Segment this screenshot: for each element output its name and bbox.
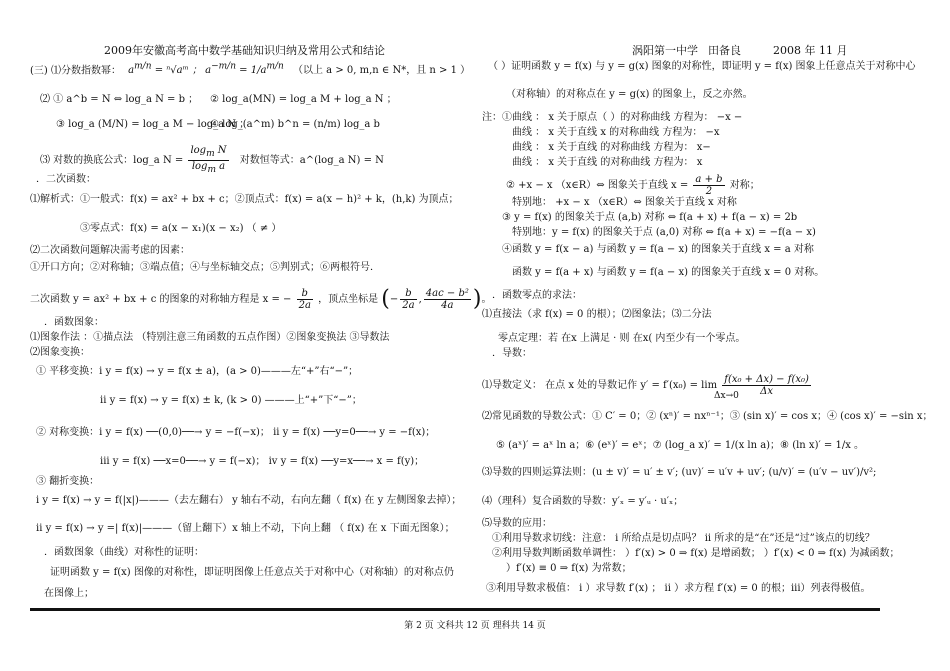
right-line-8: 特别地： +x − x （x∈R）⇔ 图象关于直线 x 对称 [512,197,737,208]
left-line-3b: ④ log_(a^m) b^n = (n/m) log_a b [210,119,380,130]
left-line-14: ① 平移变换：i y = f(x) → y = f(x ± a)，(a > 0)———左“+”右“−”； [36,366,359,377]
header-author: 田备良 [708,44,741,57]
text: （以上 a > 0, m,n ∈ N*，且 n > 1 ） [293,65,471,77]
left-line-2a: ⑵ ① a^b = N ⇔ log_a N = b ； [40,94,199,105]
text: 对数恒等式：a^(log_a N) = N [239,155,384,166]
left-line-23: 在图像上； [44,588,94,599]
text: ② +x − x （x∈R）⇔ 图象关于直线 x = [506,180,689,191]
right-line-16: ．导数： [492,348,532,359]
derivative-limit-fraction: $\frac{\text{f(x₀ + Δx) − f(x₀)}}{\Delta x}$ [724,374,809,397]
left-line-6: ⑴解析式：①一般式：f(x) = ax² + bx + c；②顶点式：f(x) = a(x − h)² + k，(h,k) 为顶点； [30,194,459,205]
right-line-23: ①利用导数求切线：注意： i 所给点是切点吗？ ii 所求的是“在”还是“过”该点的切线？ [492,533,875,544]
left-line-20: ii y = f(x) → y =| f(x)|———（留上翻下）x 轴上不动，下向上翻 （ f(x) 在 x 下面无图象）； [36,523,455,534]
right-line-10: 特别地：y = f(x) 的图象关于点 (a,0) 对称 ⇔ f(a + x) = −f(a − x) [512,227,816,238]
right-line-26: ③利用导数求极值： i ）求导数 f′(x) ； ii ）求方程 f′(x) = 0 的根；iii）列表得极值。 [486,583,871,594]
right-line-2: （对称轴）的对称点在 y = g(x) 的图象上，反之亦然。 [506,89,753,100]
text: 二次函数 y = ax² + bx + c 的图象的对称轴方程是 x = − [30,294,292,305]
right-line-4: 曲线 ： x 关于直线 x 的对称曲线 方程为： −x [512,127,720,138]
right-line-3: 注：①曲线 ： x 关于原点（ ）的对称曲线 方程为： −x − [482,112,743,123]
right-line-20: ⑶导数的四则运算法则：(u ± v)′ = u′ ± v′; (uv)′ = u′v + uv′; (u/v)′ = (u′v − uv′)/v²; [482,467,877,478]
left-line-18: ③ 翻折变换： [36,476,100,487]
right-line-15: 零点定理：若 在x 上满足 · 则 在x( 内至少有一个零点。 [498,333,746,344]
left-line-12: ⑴图象作法 ：①描点法 （特别注意三角函数的五点作图）②图象变换法 ③导数法 [30,332,390,343]
left-line-4 [40,145,384,176]
text: (三) ⑴分数指数幂： [30,65,121,77]
text: ⑶ 对数的换底公式：log_a N = [40,155,184,166]
page-title-left: 2009年安徽高考高中数学基础知识归纳及常用公式和结论 [104,44,385,57]
vertex-y-fraction: $\frac{\text{4ac − b²}}{4a}$ [425,288,469,311]
right-line-24: ②利用导数判断函数单调性： ）f′(x) > 0 ⇒ f(x) 是增函数； ）f′(x) < 0 ⇒ f(x) 为减函数； [492,548,900,559]
footer-divider [30,608,880,611]
left-line-10: 二次函数 y = ax² + bx + c 的图象的对称轴方程是 x = − $\frac{b}{2a}$ ，顶点坐标是 (− $\frac{b}{2a}$ , $\frac{\text{4ac − b²}}{4a}$ )。 [30,286,492,312]
right-line-7 [506,174,760,197]
right-line-13: ．函数零点的求法： [492,290,582,301]
left-line-9: ①开口方向；②对称轴；③端点值；④与坐标轴交点；⑤判别式；⑥两根符号． [30,262,380,273]
text: ，顶点坐标是 [318,294,379,305]
right-line-1: （ ）证明函数 y = f(x) 与 y = g(x) 图象的对称性，即证明 y = f(x) 图象上任意点关于对称中心 [488,61,916,72]
left-line-7: ③零点式：f(x) = a(x − x₁)(x − x₂) （ ≠ ） [80,223,282,234]
left-line-19: i y = f(x) → y = f(|x|)———（去左翻右） y 轴右不动，右向左翻（ f(x) 在 y 左侧图象去掉）； [36,495,462,506]
right-line-21: ⑷（理科）复合函数的导数：y′ₓ = y′ᵤ · u′ₓ； [482,496,684,507]
formula-fractional-power: $a^{m/n}$ = ⁿ√aᵐ ； $a^{-m/n} = 1/a^{m/n}$ [128,62,284,77]
header-date: 2008 年 11 月 [773,44,848,57]
left-line-3a: ③ log_a (M/N) = log_a M − log_a N ； [56,119,250,130]
left-line-1 [30,60,470,78]
right-line-12: 函数 y = f(a + x) 与函数 y = f(a − x) 的图象关于直线 x = 0 对称。 [512,267,825,278]
right-line-18: ⑵常见函数的导数公式：① C′ = 0；② (xⁿ)′ = nxⁿ⁻¹；③ (sin x)′ = cos x；④ (cos x)′ = −sin x； [482,411,933,422]
right-line-19: ⑤ (aˣ)′ = aˣ ln a；⑥ (eˣ)′ = eˣ；⑦ (log_a x)′ = 1/(x ln a)；⑧ (ln x)′ = 1/x 。 [496,440,865,451]
text: 对称； [729,180,760,191]
right-line-5: 曲线 ： x 关于直线 的对称曲线 方程为： x− [512,142,711,153]
left-line-2b: ② log_a(MN) = log_a M + log_a N ； [210,94,397,105]
vertex-x-fraction: $\frac{b}{2a}$ [402,288,415,311]
midpoint-fraction: $\frac{a + b}{2}$ [695,174,723,197]
left-line-21: ．函数图象（曲线）对称性的证明： [44,547,204,558]
left-line-17: iii y = f(x) ──x=0──→ y = f(−x)； iv y = f(x) ──y=x──→ x = f(y)； [100,456,425,467]
page-footer: 第 2 页 文科共 12 页 理科共 14 页 [404,621,546,631]
left-line-8: ⑵二次函数问题解决需考虑的因素： [30,245,190,256]
left-line-13: ⑵图象变换： [30,347,90,358]
right-line-9: ③ y = f(x) 的图象关于点 (a,b) 对称 ⇔ f(a + x) + f(a − x) = 2b [502,212,798,223]
left-line-15: ii y = f(x) → y = f(x) ± k, (k > 0) ———上“+”下“−”； [100,395,362,406]
text: ⑴导数定义： 在点 x 处的导数记作 y′ = f′(x₀) = lim [482,380,718,391]
right-line-22: ⑸导数的应用： [482,518,552,529]
left-line-22: 证明函数 y = f(x) 图像的对称性，即证明图像上任意点关于对称中心（对称轴）的对称点仍 [50,567,454,578]
right-line-17 [482,374,813,401]
change-of-base-fraction: $\frac{\log_m N}{\log_m a}$ [190,145,227,175]
right-line-14: ⑴直接法（求 f(x) = 0 的根）；⑵图象法；⑶二分法 [482,309,712,320]
left-line-11: ．函数图象： [44,317,104,328]
right-line-11: ④函数 y = f(x − a) 与函数 y = f(a − x) 的图象关于直线 x = a 对称 [502,244,814,255]
axis-fraction: $\frac{b}{2a}$ [298,288,311,311]
right-line-6: 曲线 ： x 关于直线 的对称曲线 方程为： x [512,157,703,168]
limit-subscript: Δx→0 [714,391,739,401]
left-line-16: ② 对称变换：i y = f(x) ──(0,0)──→ y = −f(−x)； ii y = f(x) ──y=0──→ y = −f(x)； [36,427,436,438]
left-line-5: ．二次函数： [36,174,96,185]
header-school: 涡阳第一中学 [632,44,698,57]
right-line-25: ）f′(x) ≡ 0 ⇒ f(x) 为常数； [506,563,632,574]
